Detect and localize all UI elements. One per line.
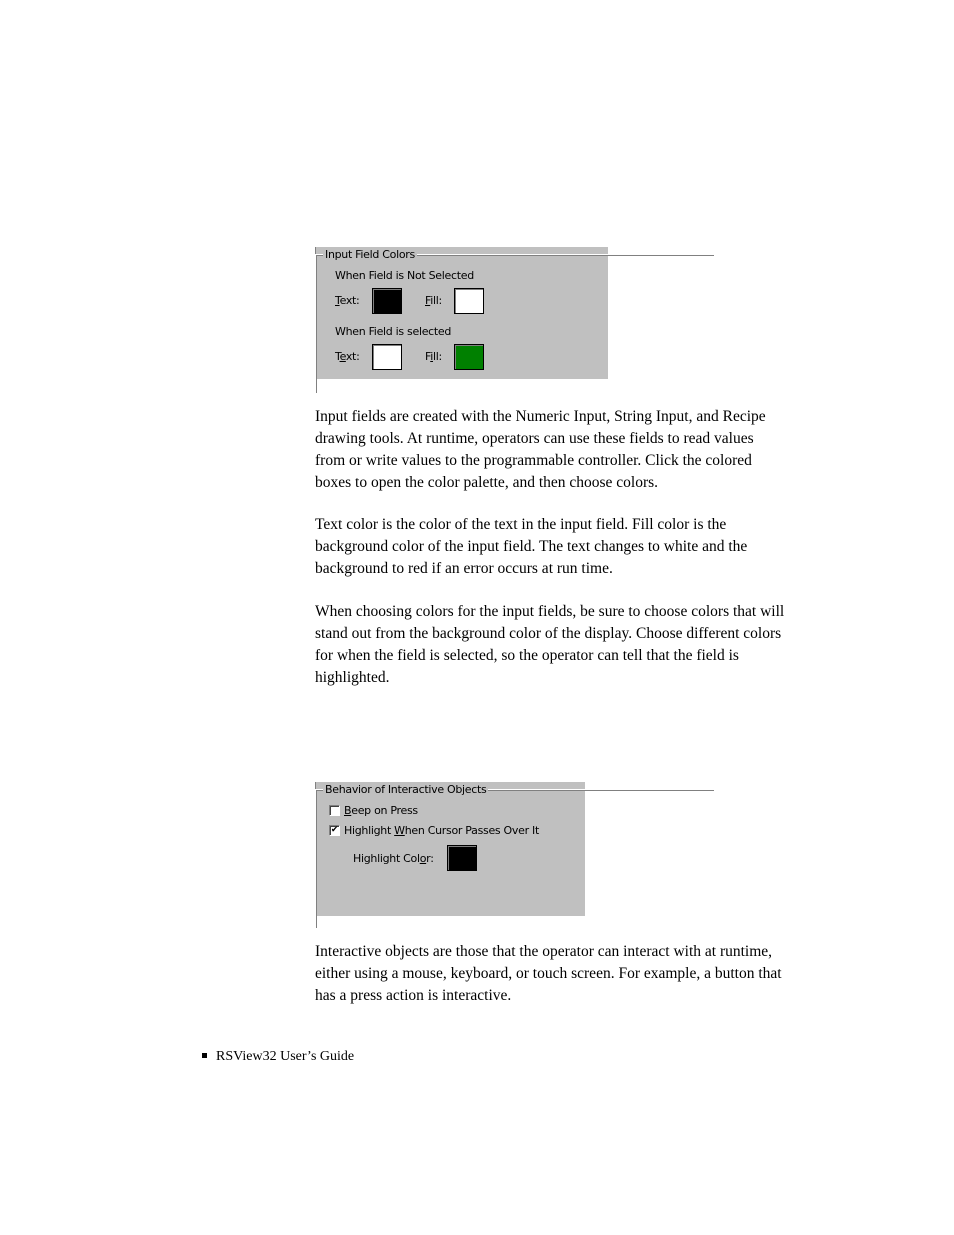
- highlight-checkbox[interactable]: ✔: [330, 825, 339, 835]
- behavior-title: Behavior of Interactive Objects: [325, 783, 487, 796]
- paragraph-interactive-objects: Interactive objects are those that the operator can interact with at runtime, either using a mouse, keyboard, or touch screen. For example, a button that has a press action is interactive.: [315, 943, 782, 1004]
- highlight-label[interactable]: Highlight When Cursor Passes Over It: [344, 824, 539, 837]
- behavior-panel: [315, 782, 585, 916]
- selected-heading: When Field is selected: [335, 325, 452, 338]
- beep-on-press-checkbox[interactable]: [329, 805, 340, 816]
- footer-bullet-icon: [202, 1053, 207, 1058]
- selected-fill-color-swatch[interactable]: [454, 344, 484, 370]
- input-field-colors-panel: [315, 247, 608, 379]
- not-selected-text-label: Text:: [335, 294, 360, 307]
- selected-text-color-swatch[interactable]: [372, 344, 402, 370]
- footer-title: RSView32 User’s Guide: [216, 1049, 355, 1064]
- not-selected-text-color-swatch[interactable]: [372, 288, 402, 314]
- not-selected-fill-label: Fill:: [425, 294, 442, 307]
- paragraph-choosing-colors: When choosing colors for the input fields, be sure to choose colors that will stand out from the background color of the display. Choose different colors for when the field is selected, so the operator can tell that the field is highlighted.: [315, 603, 785, 686]
- paragraph-text-color: Text color is the color of the text in the input field. Fill color is the background color of the input field. The text changes to white and the background to red if an error occurs at run time.: [315, 516, 748, 577]
- page-footer: [202, 1048, 354, 1066]
- beep-on-press-label[interactable]: Beep on Press: [344, 804, 418, 817]
- input-field-colors-title: Input Field Colors: [325, 248, 415, 261]
- highlight-color-label: Highlight Color:: [353, 852, 434, 865]
- selected-fill-label: Fill:: [425, 350, 442, 363]
- highlight-color-swatch[interactable]: [447, 845, 477, 871]
- selected-text-label: Text:: [335, 350, 360, 363]
- paragraph-input-fields: Input fields are created with the Numeric Input, String Input, and Recipe drawing tools. At runtime, operators can use these fields to read values from or write values to the programmable controller. Click the colored boxes to open the color palette, and then choose colors.: [315, 408, 766, 491]
- not-selected-fill-color-swatch[interactable]: [454, 288, 484, 314]
- not-selected-heading: When Field is Not Selected: [335, 269, 474, 282]
